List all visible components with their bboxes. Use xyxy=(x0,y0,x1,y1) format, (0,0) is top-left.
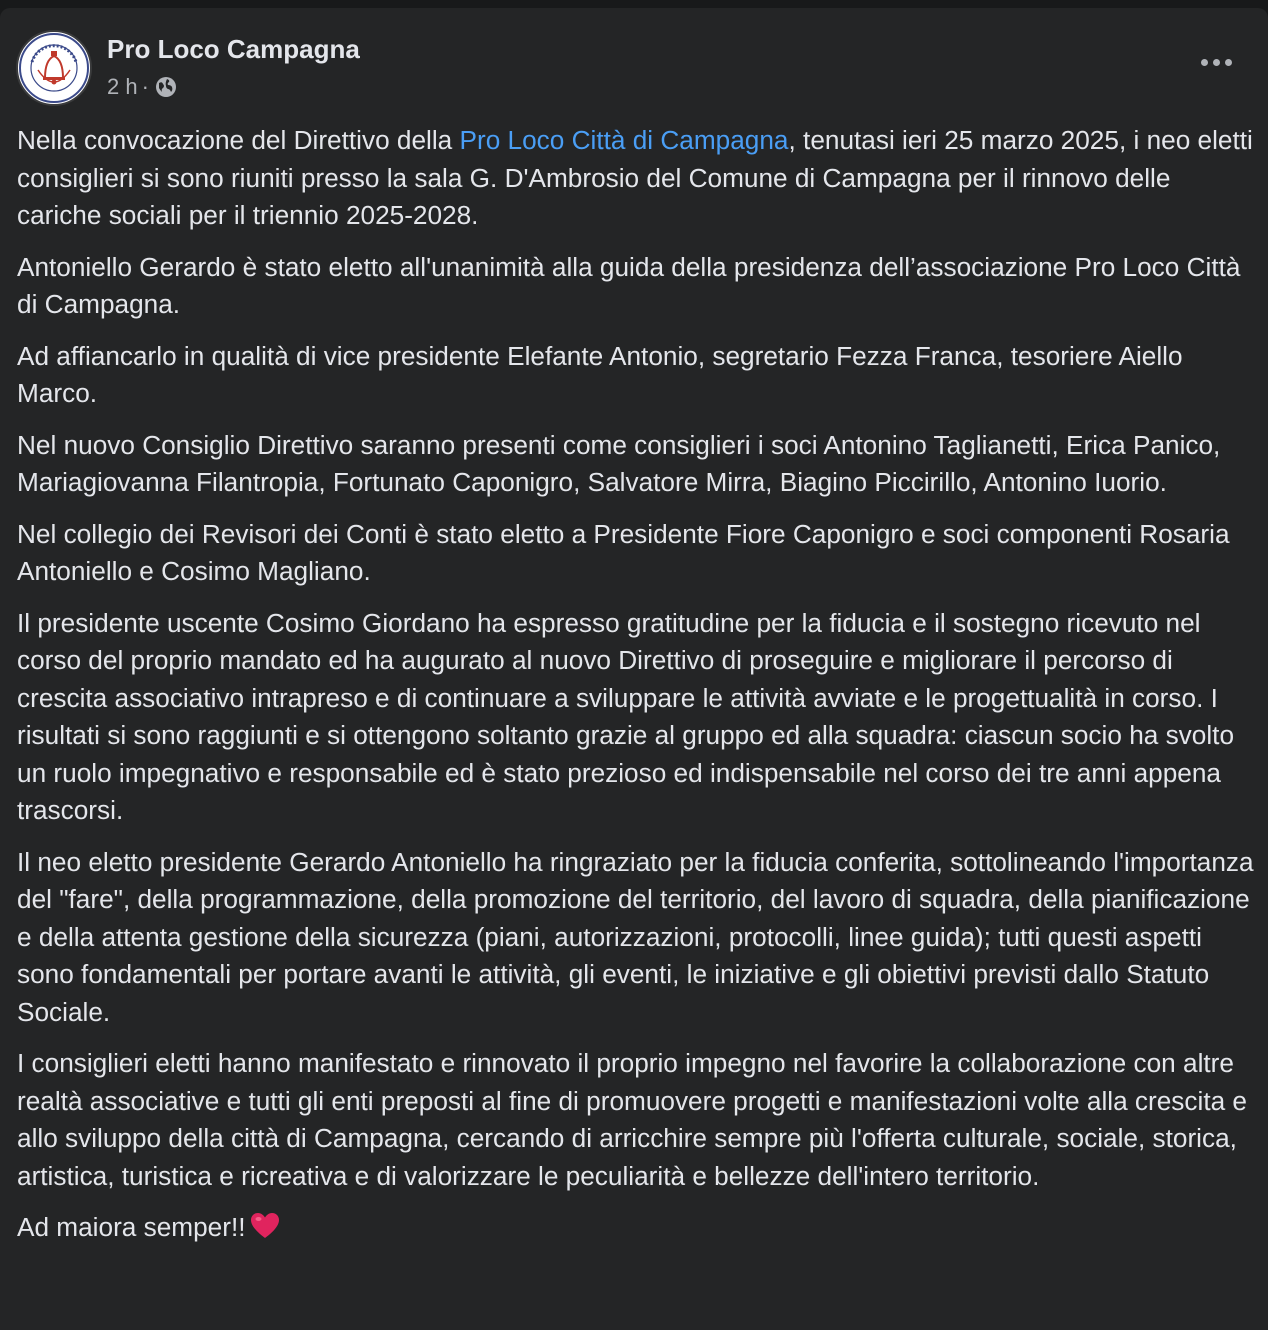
paragraph-5: Nel collegio dei Revisori dei Conti è stato eletto a Presidente Fiore Caponigro e soci componenti Rosaria Antoniello e Cosimo Magliano. xyxy=(17,518,1230,586)
more-options-button[interactable] xyxy=(1192,46,1240,78)
timestamp[interactable]: 2 h xyxy=(107,74,138,99)
paragraph-3: Ad affiancarlo in qualità di vice presidente Elefante Antonio, segretario Fezza Franca, tesoriere Aiello Marco. xyxy=(17,340,1183,408)
page-name[interactable]: Pro Loco Campagna xyxy=(107,34,360,64)
paragraph-4: Nel nuovo Consiglio Direttivo saranno presenti come consiglieri i soci Antonino Taglianetti, Erica Panico, Mariagiovanna Filantropia, Fortunato Caponigro, Salvatore Mirra, Biagino Piccirillo, Antonino Iuorio. xyxy=(17,429,1221,497)
post-meta xyxy=(107,74,177,100)
paragraph-1-text-start: Nella convocazione del Direttivo della xyxy=(17,125,460,155)
paragraph-6: Il presidente uscente Cosimo Giordano ha espresso gratitudine per la fiducia e il sostegno ricevuto nel corso del proprio mandato ed ha augurato al nuovo Direttivo di proseguire e migliorare il percorso di crescita associativo intrapreso e di continuare a sviluppare le attività avviate e le progettualità in corso. I risultati si sono raggiunti e si ottengono soltanto grazie al gruppo ed alla squadra: ciascun socio ha svolto un ruolo impegnativo e responsabile ed è stato prezioso ed indispensabile nel corso dei tre anni appena trascorsi. xyxy=(17,607,1235,825)
paragraph-1-text-end: , tenutasi ieri 25 marzo 2025, i neo eletti consiglieri si sono riuniti presso la sala G. D'Ambrosio del Comune di Campagna per il rinnovo delle cariche sociali per il triennio 2025-2028. xyxy=(17,125,1253,230)
pro-loco-logo xyxy=(18,32,90,104)
paragraph-8: I consiglieri eletti hanno manifestato e rinnovato il proprio impegno nel favorire la collaborazione con altre realtà associative e tutti gli enti preposti al fine di promuovere progetti e manifestazioni volte alla crescita e allo sviluppo della città di Campagna, cercando di arricchire sempre più l'offerta culturale, sociale, storica, artistica, turistica e ricreativa e di valorizzare le peculiarità e bellezze dell'intero territorio. xyxy=(17,1048,1247,1191)
avatar[interactable] xyxy=(16,30,92,106)
post-body xyxy=(17,122,1257,1265)
more-options-icon xyxy=(1213,59,1220,66)
closing-text: Ad maiora semper!! xyxy=(17,1212,246,1242)
page-mention-link[interactable]: Pro Loco Città di Campagna xyxy=(459,125,789,155)
globe-icon[interactable] xyxy=(155,76,177,98)
post-header xyxy=(16,30,1252,110)
separator-dot: · xyxy=(141,74,149,99)
facebook-post xyxy=(0,8,1268,1330)
red-heart-icon xyxy=(250,1212,280,1251)
paragraph-1 xyxy=(17,122,1257,235)
more-options-icon xyxy=(1201,59,1208,66)
paragraph-2: Antoniello Gerardo è stato eletto all'unanimità alla guida della presidenza dell’associazione Pro Loco Città di Campagna. xyxy=(17,251,1241,319)
more-options-icon xyxy=(1225,59,1232,66)
paragraph-9 xyxy=(17,1209,1257,1251)
paragraph-7: Il neo eletto presidente Gerardo Antoniello ha ringraziato per la fiducia conferita, sottolineando l'importanza del "fare", della programmazione, della promozione del territorio, del lavoro di squadra, della pianificazione e della attenta gestione della sicurezza (piani, autorizzazioni, protocolli, linee guida); tutti questi aspetti sono fondamentali per portare avanti le attività, gli eventi, le iniziative e gli obiettivi previsti dallo Statuto Sociale. xyxy=(17,846,1254,1027)
